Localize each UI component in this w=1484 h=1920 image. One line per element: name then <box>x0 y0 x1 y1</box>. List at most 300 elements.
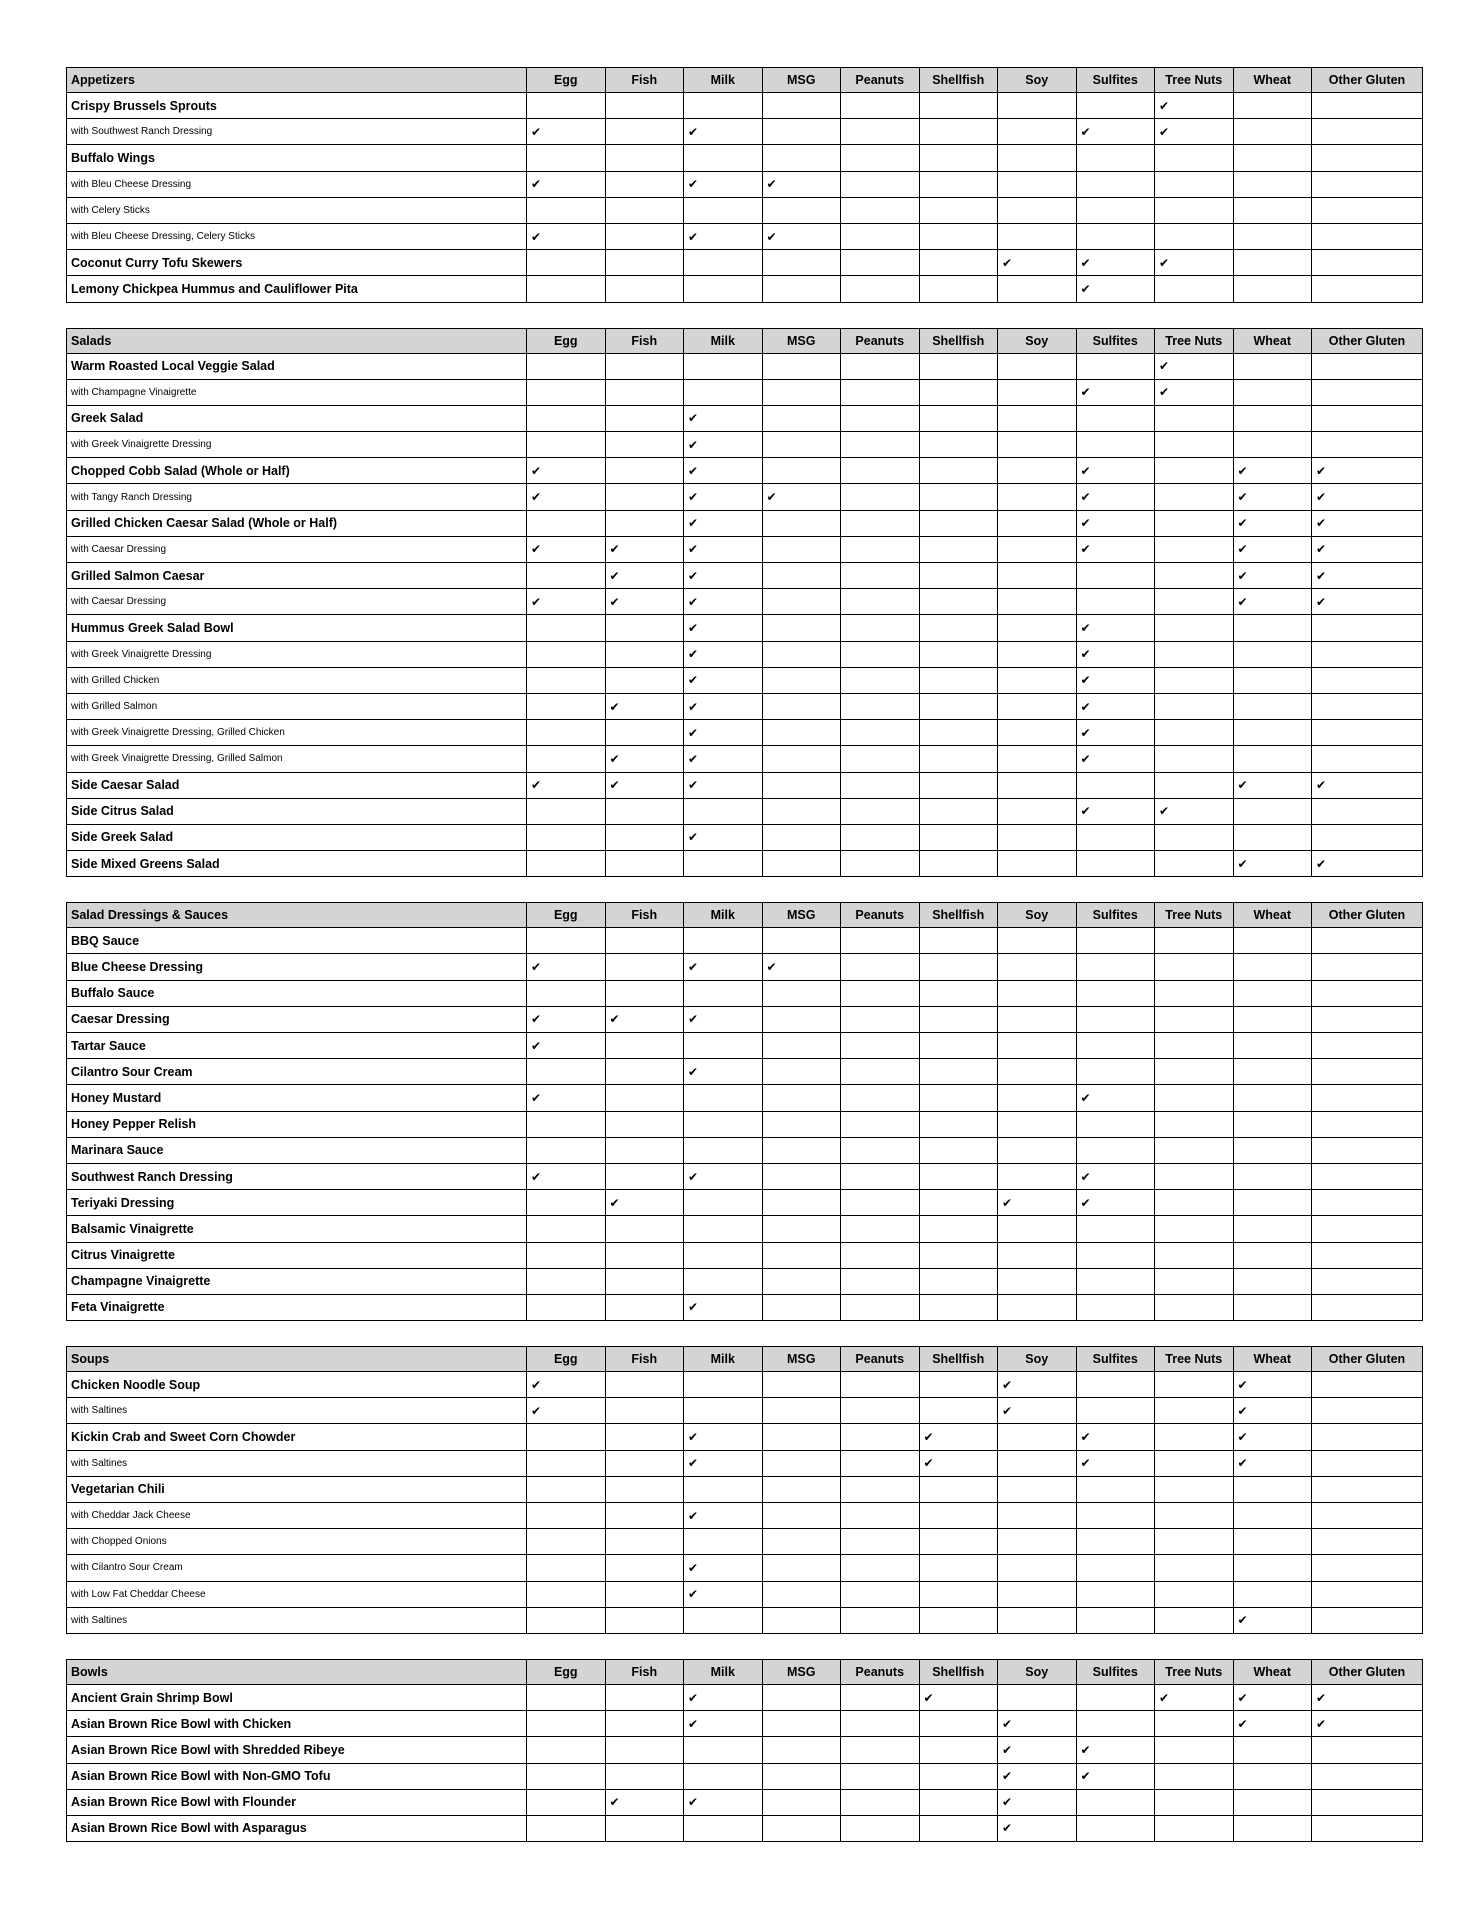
column-header-egg: Egg <box>527 903 606 928</box>
allergen-cell-shellfish <box>919 641 998 667</box>
allergen-cell-milk <box>684 693 763 719</box>
allergen-cell-shellfish <box>919 667 998 693</box>
allergen-cell-other-gluten <box>1312 1476 1423 1502</box>
allergen-cell-soy <box>998 1163 1077 1189</box>
allergen-cell-sulfites <box>1076 1555 1155 1581</box>
allergen-cell-sulfites <box>1076 276 1155 302</box>
check-icon: ✔ <box>1080 255 1091 270</box>
check-icon: ✔ <box>688 725 699 740</box>
item-option-name: with Grilled Salmon <box>67 693 527 719</box>
check-icon: ✔ <box>688 1716 699 1731</box>
allergen-cell-msg <box>762 197 841 223</box>
item-name: Asian Brown Rice Bowl with Flounder <box>67 1789 527 1815</box>
allergen-cell-sulfites <box>1076 379 1155 405</box>
allergen-cell-msg <box>762 379 841 405</box>
table-row <box>67 954 1423 980</box>
allergen-cell-sulfites <box>1076 510 1155 536</box>
allergen-cell-fish <box>605 589 684 615</box>
allergen-cell-other-gluten <box>1312 1294 1423 1320</box>
check-icon: ✔ <box>1080 1430 1091 1445</box>
allergen-cell-egg <box>527 1190 606 1216</box>
allergen-cell-peanuts <box>841 93 920 119</box>
allergen-cell-msg <box>762 563 841 589</box>
allergen-cell-wheat <box>1233 851 1312 877</box>
allergen-cell-fish <box>605 1216 684 1242</box>
check-icon: ✔ <box>531 124 542 139</box>
column-header-wheat: Wheat <box>1233 903 1312 928</box>
allergen-cell-fish <box>605 276 684 302</box>
column-header-fish: Fish <box>605 903 684 928</box>
check-icon: ✔ <box>1080 647 1091 662</box>
allergen-cell-shellfish <box>919 405 998 431</box>
allergen-cell-soy <box>998 536 1077 562</box>
allergen-cell-egg <box>527 1476 606 1502</box>
allergen-cell-milk <box>684 1294 763 1320</box>
allergen-cell-shellfish <box>919 1242 998 1268</box>
table-row <box>67 432 1423 458</box>
allergen-cell-sulfites <box>1076 1529 1155 1555</box>
allergen-cell-tree-nuts <box>1155 1033 1234 1059</box>
item-name: Vegetarian Chili <box>67 1476 527 1502</box>
check-icon: ✔ <box>531 177 542 192</box>
column-header-sulfites: Sulfites <box>1076 903 1155 928</box>
allergen-cell-msg <box>762 1059 841 1085</box>
allergen-cell-soy <box>998 667 1077 693</box>
table-row <box>67 1137 1423 1163</box>
allergen-cell-wheat <box>1233 1268 1312 1294</box>
check-icon: ✔ <box>1316 463 1327 478</box>
allergen-cell-sulfites <box>1076 667 1155 693</box>
allergen-cell-msg <box>762 1450 841 1476</box>
check-icon: ✔ <box>1002 1403 1013 1418</box>
allergen-cell-wheat <box>1233 1424 1312 1450</box>
check-icon: ✔ <box>1080 516 1091 531</box>
allergen-cell-sulfites <box>1076 1294 1155 1320</box>
allergen-cell-shellfish <box>919 1059 998 1085</box>
allergen-cell-soy <box>998 851 1077 877</box>
check-icon: ✔ <box>1237 490 1248 505</box>
allergen-cell-fish <box>605 1581 684 1607</box>
column-header-wheat: Wheat <box>1233 328 1312 353</box>
allergen-cell-soy <box>998 1216 1077 1242</box>
allergen-cell-sulfites <box>1076 1789 1155 1815</box>
allergen-cell-egg <box>527 536 606 562</box>
column-header-tree-nuts: Tree Nuts <box>1155 68 1234 93</box>
allergen-cell-other-gluten <box>1312 615 1423 641</box>
allergen-cell-msg <box>762 1503 841 1529</box>
allergen-cell-wheat <box>1233 1242 1312 1268</box>
allergen-cell-other-gluten <box>1312 720 1423 746</box>
allergen-cell-milk <box>684 1033 763 1059</box>
allergen-cell-shellfish <box>919 458 998 484</box>
allergen-cell-peanuts <box>841 1450 920 1476</box>
allergen-cell-wheat <box>1233 1789 1312 1815</box>
column-header-soy: Soy <box>998 1347 1077 1372</box>
allergen-cell-wheat <box>1233 980 1312 1006</box>
allergen-cell-peanuts <box>841 1424 920 1450</box>
allergen-cell-sulfites <box>1076 197 1155 223</box>
item-option-name: with Bleu Cheese Dressing, Celery Sticks <box>67 223 527 249</box>
allergen-cell-shellfish <box>919 1450 998 1476</box>
table-row <box>67 1216 1423 1242</box>
allergen-cell-peanuts <box>841 1789 920 1815</box>
check-icon: ✔ <box>1159 124 1170 139</box>
table-row <box>67 851 1423 877</box>
table-row <box>67 93 1423 119</box>
allergen-cell-msg <box>762 641 841 667</box>
allergen-cell-fish <box>605 954 684 980</box>
item-option-name: with Greek Vinaigrette Dressing, Grilled Chicken <box>67 720 527 746</box>
check-icon: ✔ <box>1002 255 1013 270</box>
allergen-cell-shellfish <box>919 1763 998 1789</box>
table-row <box>67 1372 1423 1398</box>
allergen-cell-wheat <box>1233 1085 1312 1111</box>
item-option-name: with Low Fat Cheddar Cheese <box>67 1581 527 1607</box>
column-header-other-gluten: Other Gluten <box>1312 68 1423 93</box>
allergen-cell-milk <box>684 1737 763 1763</box>
allergen-cell-other-gluten <box>1312 536 1423 562</box>
allergen-cell-tree-nuts <box>1155 250 1234 276</box>
allergen-cell-other-gluten <box>1312 954 1423 980</box>
check-icon: ✔ <box>688 778 699 793</box>
allergen-cell-shellfish <box>919 353 998 379</box>
check-icon: ✔ <box>1080 1090 1091 1105</box>
allergen-cell-wheat <box>1233 458 1312 484</box>
allergen-cell-shellfish <box>919 432 998 458</box>
allergen-cell-wheat <box>1233 1737 1312 1763</box>
table-row <box>67 772 1423 798</box>
allergen-cell-tree-nuts <box>1155 1607 1234 1633</box>
allergen-cell-other-gluten <box>1312 1815 1423 1841</box>
check-icon: ✔ <box>1316 1716 1327 1731</box>
allergen-cell-sulfites <box>1076 1137 1155 1163</box>
allergen-cell-other-gluten <box>1312 405 1423 431</box>
allergen-cell-milk <box>684 484 763 510</box>
allergen-cell-milk <box>684 667 763 693</box>
allergen-cell-soy <box>998 1268 1077 1294</box>
allergen-cell-soy <box>998 1763 1077 1789</box>
item-name: Honey Pepper Relish <box>67 1111 527 1137</box>
check-icon: ✔ <box>688 437 699 452</box>
check-icon: ✔ <box>1316 594 1327 609</box>
allergen-cell-fish <box>605 1476 684 1502</box>
allergen-cell-sulfites <box>1076 1607 1155 1633</box>
column-header-egg: Egg <box>527 1347 606 1372</box>
check-icon: ✔ <box>531 542 542 557</box>
check-icon: ✔ <box>1080 385 1091 400</box>
allergen-cell-egg <box>527 693 606 719</box>
allergen-cell-fish <box>605 1607 684 1633</box>
column-header-wheat: Wheat <box>1233 68 1312 93</box>
allergen-cell-msg <box>762 405 841 431</box>
allergen-cell-egg <box>527 405 606 431</box>
allergen-cell-wheat <box>1233 798 1312 824</box>
table-row <box>67 1555 1423 1581</box>
allergen-cell-soy <box>998 1033 1077 1059</box>
allergen-cell-shellfish <box>919 1503 998 1529</box>
allergen-cell-other-gluten <box>1312 510 1423 536</box>
item-option-name: with Greek Vinaigrette Dressing, Grilled Salmon <box>67 746 527 772</box>
allergen-cell-msg <box>762 1372 841 1398</box>
item-option-name: with Cilantro Sour Cream <box>67 1555 527 1581</box>
check-icon: ✔ <box>1159 255 1170 270</box>
section-table-salads <box>66 328 1423 878</box>
allergen-cell-shellfish <box>919 145 998 171</box>
table-row <box>67 667 1423 693</box>
allergen-cell-other-gluten <box>1312 119 1423 145</box>
column-header-shellfish: Shellfish <box>919 328 998 353</box>
allergen-cell-msg <box>762 353 841 379</box>
allergen-cell-shellfish <box>919 1111 998 1137</box>
allergen-cell-shellfish <box>919 1398 998 1424</box>
allergen-cell-tree-nuts <box>1155 615 1234 641</box>
allergen-cell-wheat <box>1233 772 1312 798</box>
allergen-cell-other-gluten <box>1312 1163 1423 1189</box>
item-name: Balsamic Vinaigrette <box>67 1216 527 1242</box>
allergen-cell-milk <box>684 954 763 980</box>
allergen-cell-wheat <box>1233 119 1312 145</box>
allergen-cell-peanuts <box>841 1815 920 1841</box>
allergen-cell-wheat <box>1233 641 1312 667</box>
allergen-cell-shellfish <box>919 1190 998 1216</box>
allergen-cell-soy <box>998 1555 1077 1581</box>
allergen-cell-peanuts <box>841 353 920 379</box>
allergen-cell-milk <box>684 851 763 877</box>
allergen-cell-peanuts <box>841 615 920 641</box>
allergen-cell-milk <box>684 641 763 667</box>
table-row <box>67 484 1423 510</box>
allergen-cell-soy <box>998 276 1077 302</box>
allergen-cell-soy <box>998 980 1077 1006</box>
allergen-cell-sulfites <box>1076 223 1155 249</box>
allergen-cell-sulfites <box>1076 1372 1155 1398</box>
table-row <box>67 693 1423 719</box>
allergen-cell-wheat <box>1233 746 1312 772</box>
allergen-cell-shellfish <box>919 1581 998 1607</box>
allergen-cell-sulfites <box>1076 824 1155 850</box>
check-icon: ✔ <box>1080 490 1091 505</box>
allergen-cell-msg <box>762 1163 841 1189</box>
allergen-cell-egg <box>527 1763 606 1789</box>
allergen-cell-peanuts <box>841 1085 920 1111</box>
check-icon: ✔ <box>609 1012 620 1027</box>
check-icon: ✔ <box>688 620 699 635</box>
allergen-cell-wheat <box>1233 1137 1312 1163</box>
allergen-cell-wheat <box>1233 720 1312 746</box>
check-icon: ✔ <box>766 229 777 244</box>
table-row <box>67 223 1423 249</box>
column-header-wheat: Wheat <box>1233 1347 1312 1372</box>
allergen-cell-wheat <box>1233 536 1312 562</box>
allergen-cell-msg <box>762 432 841 458</box>
check-icon: ✔ <box>688 1064 699 1079</box>
allergen-cell-sulfites <box>1076 1059 1155 1085</box>
allergen-cell-tree-nuts <box>1155 1216 1234 1242</box>
allergen-cell-wheat <box>1233 1529 1312 1555</box>
allergen-cell-wheat <box>1233 432 1312 458</box>
allergen-cell-milk <box>684 1372 763 1398</box>
check-icon: ✔ <box>1159 385 1170 400</box>
allergen-cell-fish <box>605 1190 684 1216</box>
allergen-cell-egg <box>527 510 606 536</box>
allergen-cell-tree-nuts <box>1155 1424 1234 1450</box>
allergen-cell-tree-nuts <box>1155 1503 1234 1529</box>
check-icon: ✔ <box>1237 1613 1248 1628</box>
allergen-cell-msg <box>762 1789 841 1815</box>
table-row <box>67 1242 1423 1268</box>
allergen-cell-peanuts <box>841 641 920 667</box>
allergen-cell-msg <box>762 276 841 302</box>
item-name: Asian Brown Rice Bowl with Asparagus <box>67 1815 527 1841</box>
allergen-cell-wheat <box>1233 276 1312 302</box>
allergen-cell-tree-nuts <box>1155 353 1234 379</box>
check-icon: ✔ <box>609 1195 620 1210</box>
check-icon: ✔ <box>1080 542 1091 557</box>
allergen-cell-other-gluten <box>1312 798 1423 824</box>
allergen-cell-soy <box>998 1085 1077 1111</box>
check-icon: ✔ <box>1316 778 1327 793</box>
allergen-cell-fish <box>605 1789 684 1815</box>
check-icon: ✔ <box>688 1430 699 1445</box>
table-row <box>67 589 1423 615</box>
allergen-cell-wheat <box>1233 693 1312 719</box>
allergen-cell-fish <box>605 1268 684 1294</box>
allergen-cell-tree-nuts <box>1155 1529 1234 1555</box>
check-icon: ✔ <box>688 699 699 714</box>
allergen-cell-msg <box>762 1737 841 1763</box>
item-name: Kickin Crab and Sweet Corn Chowder <box>67 1424 527 1450</box>
allergen-cell-wheat <box>1233 405 1312 431</box>
allergen-cell-tree-nuts <box>1155 746 1234 772</box>
column-header-milk: Milk <box>684 328 763 353</box>
allergen-cell-peanuts <box>841 379 920 405</box>
allergen-cell-tree-nuts <box>1155 824 1234 850</box>
allergen-cell-msg <box>762 1763 841 1789</box>
allergen-cell-msg <box>762 1033 841 1059</box>
allergen-cell-peanuts <box>841 276 920 302</box>
allergen-cell-other-gluten <box>1312 1268 1423 1294</box>
allergen-cell-peanuts <box>841 145 920 171</box>
allergen-cell-msg <box>762 667 841 693</box>
allergen-cell-peanuts <box>841 667 920 693</box>
column-header-milk: Milk <box>684 903 763 928</box>
section-table-salad-dressings-sauces <box>66 902 1423 1321</box>
item-name: Marinara Sauce <box>67 1137 527 1163</box>
allergen-cell-sulfites <box>1076 693 1155 719</box>
allergen-cell-tree-nuts <box>1155 145 1234 171</box>
allergen-cell-soy <box>998 641 1077 667</box>
table-row <box>67 928 1423 954</box>
allergen-cell-egg <box>527 171 606 197</box>
allergen-cell-msg <box>762 928 841 954</box>
check-icon: ✔ <box>1080 725 1091 740</box>
allergen-cell-sulfites <box>1076 119 1155 145</box>
column-header-sulfites: Sulfites <box>1076 328 1155 353</box>
allergen-cell-soy <box>998 1711 1077 1737</box>
check-icon: ✔ <box>609 778 620 793</box>
allergen-cell-milk <box>684 720 763 746</box>
table-row <box>67 615 1423 641</box>
allergen-cell-egg <box>527 1242 606 1268</box>
allergen-cell-egg <box>527 484 606 510</box>
allergen-cell-sulfites <box>1076 928 1155 954</box>
allergen-cell-tree-nuts <box>1155 1059 1234 1085</box>
check-icon: ✔ <box>688 673 699 688</box>
table-header-row <box>67 328 1423 353</box>
allergen-cell-soy <box>998 250 1077 276</box>
item-name: Feta Vinaigrette <box>67 1294 527 1320</box>
column-header-msg: MSG <box>762 903 841 928</box>
allergen-cell-fish <box>605 1372 684 1398</box>
allergen-cell-sulfites <box>1076 1085 1155 1111</box>
allergen-cell-shellfish <box>919 1789 998 1815</box>
check-icon: ✔ <box>1237 1690 1248 1705</box>
table-row <box>67 1684 1423 1710</box>
allergen-cell-egg <box>527 119 606 145</box>
allergen-cell-msg <box>762 798 841 824</box>
allergen-cell-shellfish <box>919 1607 998 1633</box>
allergen-cell-soy <box>998 353 1077 379</box>
allergen-cell-msg <box>762 1711 841 1737</box>
column-header-shellfish: Shellfish <box>919 1659 998 1684</box>
allergen-cell-wheat <box>1233 1711 1312 1737</box>
allergen-cell-sulfites <box>1076 589 1155 615</box>
check-icon: ✔ <box>1002 1795 1013 1810</box>
allergen-cell-wheat <box>1233 510 1312 536</box>
section-title: Salads <box>67 328 527 353</box>
allergen-cell-other-gluten <box>1312 1006 1423 1032</box>
allergen-cell-wheat <box>1233 1033 1312 1059</box>
allergen-cell-other-gluten <box>1312 1372 1423 1398</box>
allergen-cell-fish <box>605 615 684 641</box>
table-row <box>67 145 1423 171</box>
allergen-cell-egg <box>527 1006 606 1032</box>
allergen-cell-msg <box>762 615 841 641</box>
allergen-cell-milk <box>684 1059 763 1085</box>
check-icon: ✔ <box>531 1012 542 1027</box>
item-name: Crispy Brussels Sprouts <box>67 93 527 119</box>
allergen-cell-milk <box>684 223 763 249</box>
allergen-cell-other-gluten <box>1312 1216 1423 1242</box>
allergen-cell-tree-nuts <box>1155 1398 1234 1424</box>
allergen-cell-peanuts <box>841 119 920 145</box>
allergen-cell-milk <box>684 1607 763 1633</box>
allergen-cell-peanuts <box>841 1190 920 1216</box>
allergen-cell-sulfites <box>1076 1737 1155 1763</box>
check-icon: ✔ <box>1080 1456 1091 1471</box>
check-icon: ✔ <box>1080 804 1091 819</box>
allergen-cell-egg <box>527 980 606 1006</box>
allergen-cell-tree-nuts <box>1155 1085 1234 1111</box>
allergen-cell-other-gluten <box>1312 1684 1423 1710</box>
allergen-cell-sulfites <box>1076 432 1155 458</box>
allergen-cell-milk <box>684 1789 763 1815</box>
allergen-cell-egg <box>527 851 606 877</box>
allergen-cell-sulfites <box>1076 1450 1155 1476</box>
check-icon: ✔ <box>531 960 542 975</box>
allergen-cell-soy <box>998 1424 1077 1450</box>
table-row <box>67 824 1423 850</box>
allergen-cell-other-gluten <box>1312 667 1423 693</box>
allergen-cell-milk <box>684 1398 763 1424</box>
allergen-cell-msg <box>762 1684 841 1710</box>
allergen-cell-peanuts <box>841 1503 920 1529</box>
allergen-cell-peanuts <box>841 824 920 850</box>
allergen-cell-wheat <box>1233 379 1312 405</box>
allergen-cell-fish <box>605 145 684 171</box>
check-icon: ✔ <box>688 490 699 505</box>
allergen-cell-egg <box>527 1555 606 1581</box>
